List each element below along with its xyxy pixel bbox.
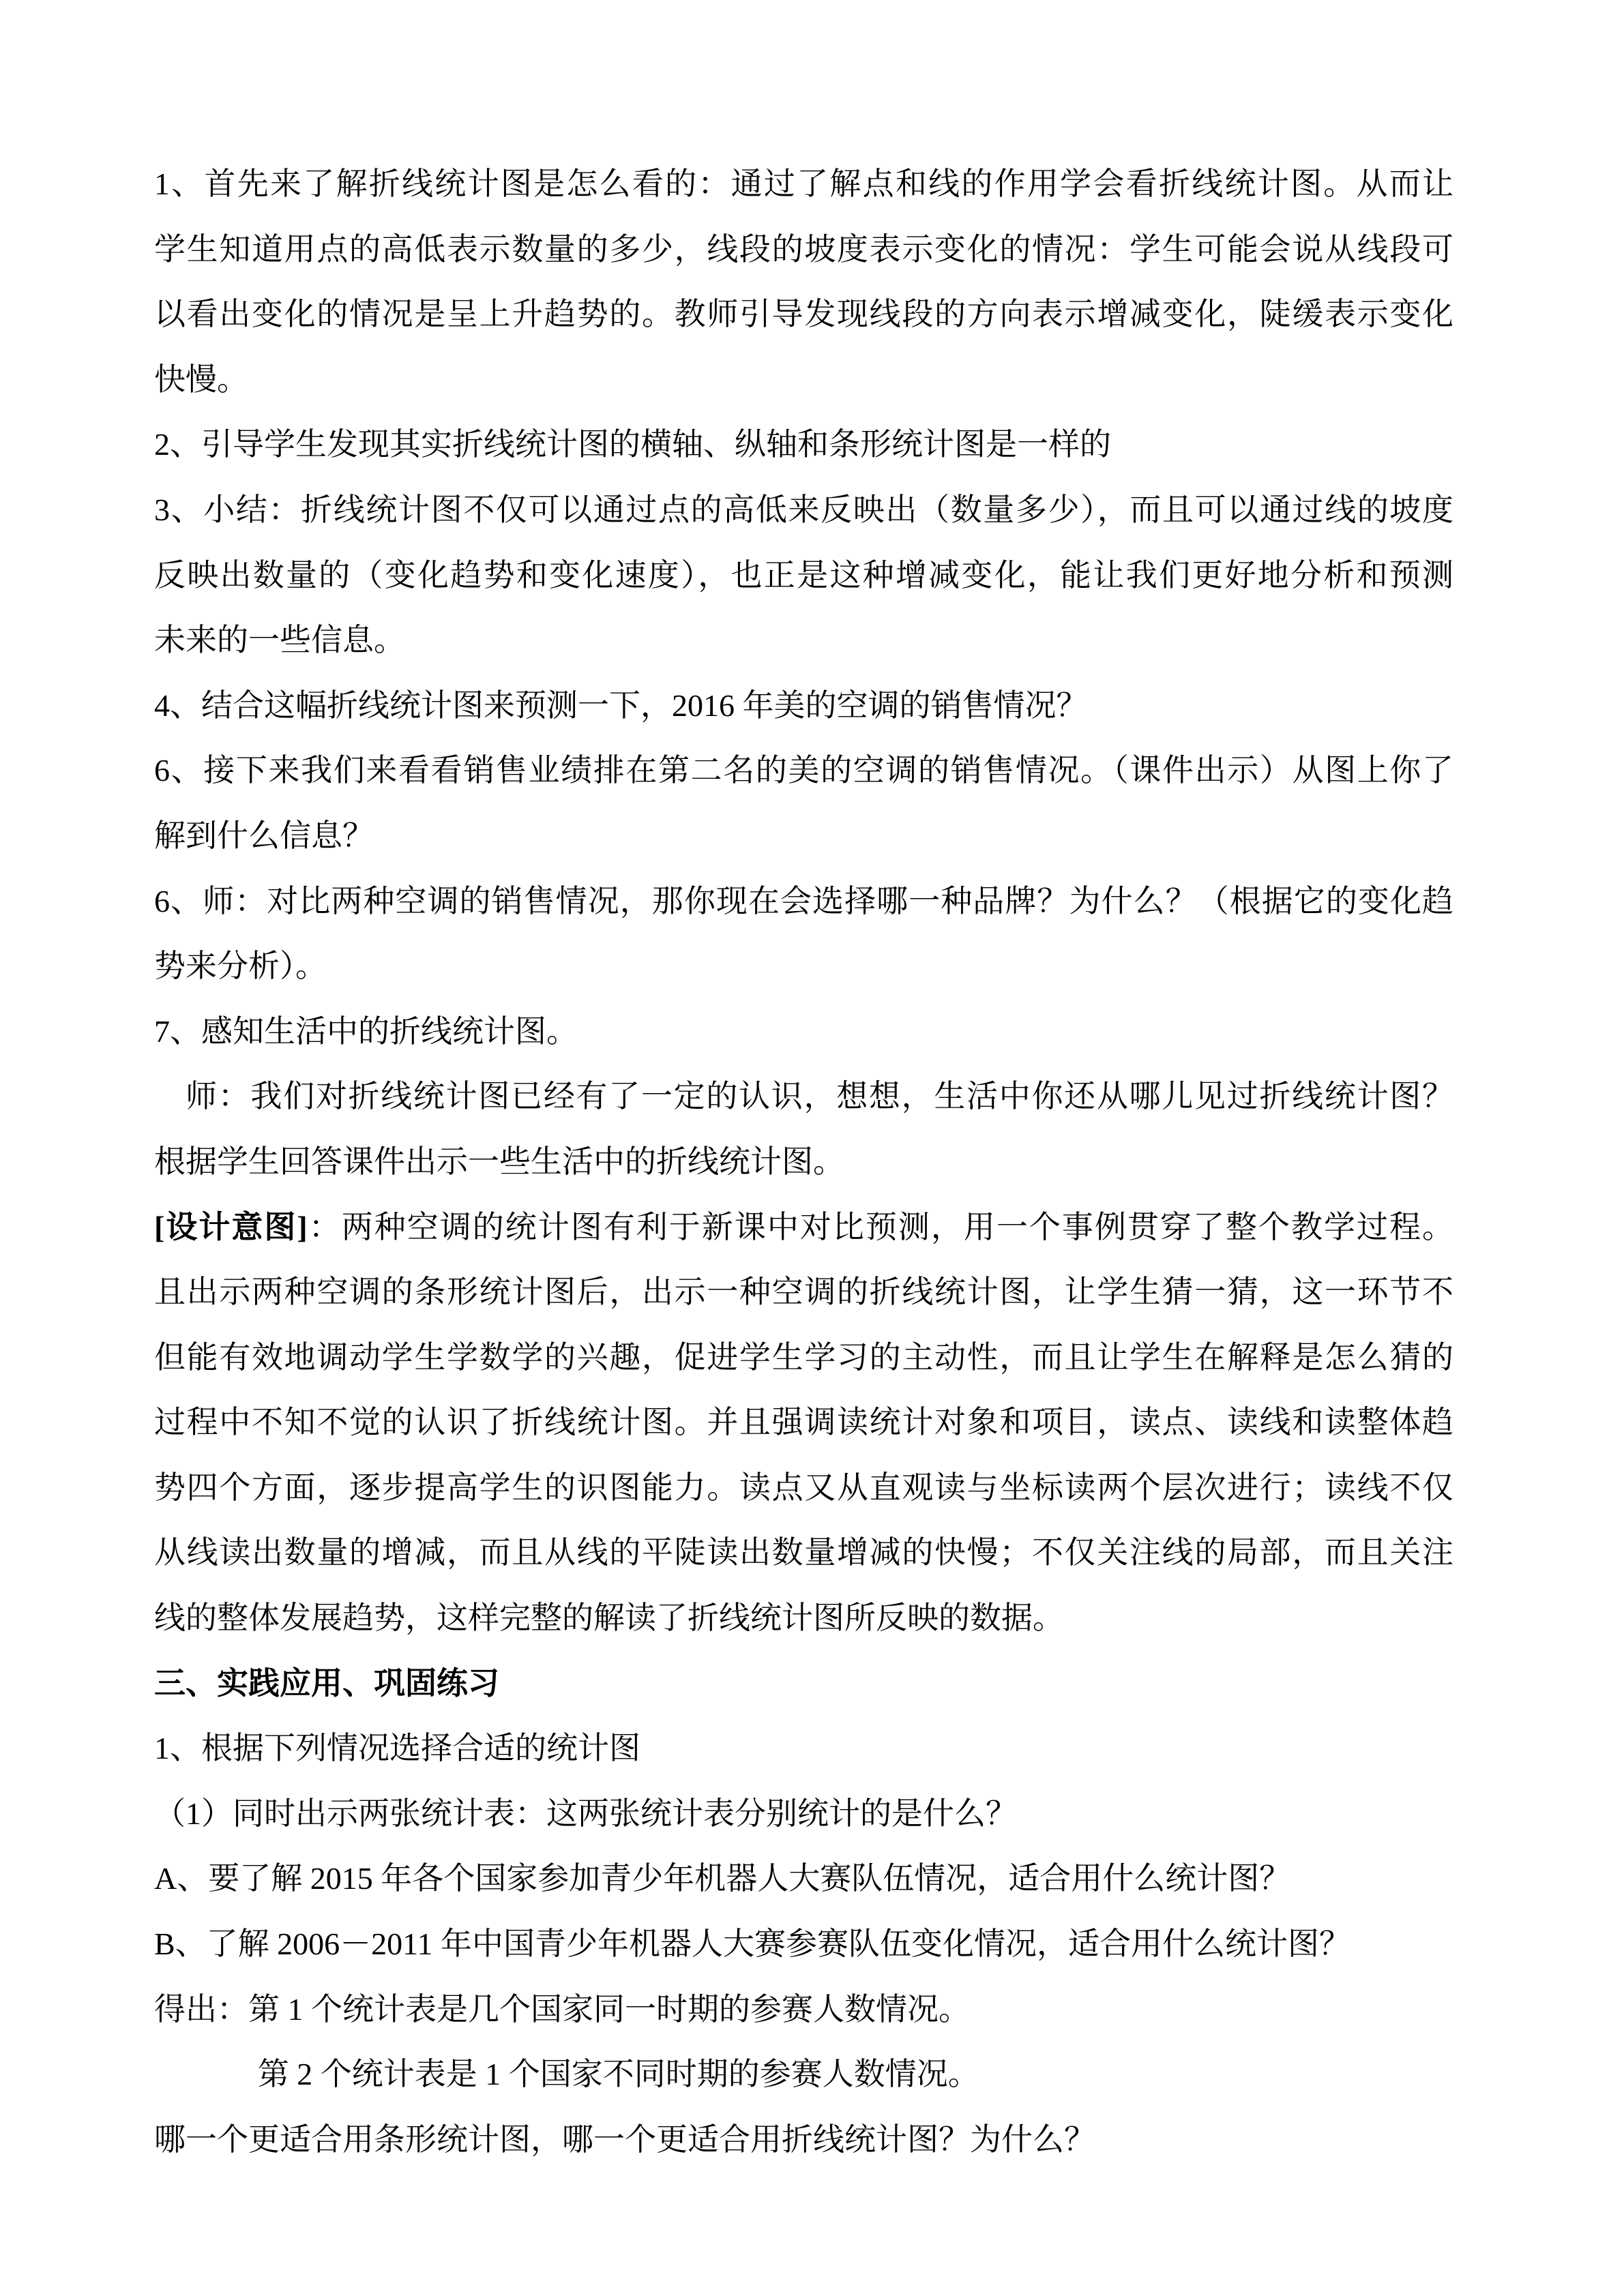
text-line: 反映出数量的（变化趋势和变化速度），也正是这种增减变化，能让我们更好地分析和预测: [154, 557, 1453, 593]
text-line: [设计意图]：两种空调的统计图有利于新课中对比预测，用一个事例贯穿了整个教学过程。: [154, 1209, 1454, 1244]
text-line: 6、师：对比两种空调的销售情况，那你现在会选择哪一种品牌？为什么？（根据它的变化趋: [154, 883, 1453, 919]
text-line: 2、引导学生发现其实折线统计图的横轴、纵轴和条形统计图是一样的: [154, 427, 1111, 462]
text-line: 3、小结：折线统计图不仅可以通过点的高低来反映出（数量多少），而且可以通过线的坡度: [154, 492, 1453, 527]
paragraph: [154, 1846, 1453, 1911]
text-line: 1、首先来了解折线统计图是怎么看的：通过了解点和线的作用学会看折线统计图。从而让: [154, 166, 1453, 201]
text-line: 1、根据下列情况选择合适的统计图: [154, 1731, 640, 1766]
text-line: 4、结合这幅折线统计图来预测一下，2016 年美的空调的销售情况？: [154, 687, 1088, 723]
text-line: 根据学生回答课件出示一些生活中的折线统计图。: [154, 1144, 844, 1179]
bold-run: [设计意图]: [154, 1209, 308, 1244]
text-line: 以看出变化的情况是呈上升趋势的。教师引导发现线段的方向表示增减变化，陡缓表示变化: [154, 297, 1453, 332]
paragraph: [154, 2107, 1453, 2173]
paragraph: [154, 1781, 1453, 1847]
text-line: 学生知道用点的高低表示数量的多少，线段的坡度表示变化的情况：学生可能会说从线段可: [154, 231, 1453, 267]
text-line: 势四个方面，逐步提高学生的识图能力。读点又从直观读与坐标读两个层次进行；读线不仅: [154, 1470, 1453, 1505]
document-content: [154, 151, 1453, 2172]
text-line: （1）同时出示两张统计表：这两张统计表分别统计的是什么？: [154, 1795, 1017, 1831]
text-line: 6、接下来我们来看看销售业绩排在第二名的美的空调的销售情况。（课件出示）从图上你了: [154, 753, 1453, 788]
text-line: 7、感知生活中的折线统计图。: [154, 1013, 578, 1049]
text-line: 师：我们对折线统计图已经有了一定的认识，想想，生活中你还从哪儿见过折线统计图？: [186, 1079, 1453, 1114]
paragraph: [154, 869, 1453, 999]
text-line: 但能有效地调动学生学数学的兴趣，促进学生学习的主动性，而且让学生在解释是怎么猜的: [154, 1339, 1453, 1375]
paragraph: [154, 673, 1453, 739]
paragraph: [154, 477, 1453, 673]
paragraph: [154, 738, 1453, 868]
text-line: A、要了解 2015 年各个国家参加青少年机器人大赛队伍情况，适合用什么统计图？: [154, 1861, 1291, 1896]
text-line: 未来的一些信息。: [154, 623, 405, 658]
text-line: 势来分析）。: [154, 949, 327, 984]
text-line: 且出示两种空调的条形统计图后，出示一种空调的折线统计图，让学生猜一猜，这一环节不: [154, 1274, 1453, 1310]
paragraph: [154, 999, 1453, 1064]
text-line: 快慢。: [154, 361, 248, 397]
paragraph: [154, 1977, 1453, 2107]
text-line: 三、实践应用、巩固练习: [154, 1665, 499, 1701]
text-line: 哪一个更适合用条形统计图，哪一个更适合用折线统计图？为什么？: [154, 2121, 1095, 2157]
text-line: 第 2 个统计表是 1 个国家不同时期的参赛人数情况。: [257, 2057, 979, 2092]
paragraph: [154, 1716, 1453, 1781]
paragraph: [154, 151, 1453, 412]
text-line: B、了解 2006－2011 年中国青少年机器人大赛参赛队伍变化情况，适合用什么统计图？: [154, 1926, 1350, 1962]
paragraph: [154, 1064, 1453, 1194]
paragraph: [154, 412, 1453, 477]
text-line: 过程中不知不觉的认识了折线统计图。并且强调读统计对象和项目，读点、读线和读整体趋: [154, 1405, 1453, 1440]
paragraph: [154, 1195, 1453, 1651]
text-line: 解到什么信息？: [154, 818, 374, 853]
text-line: 线的整体发展趋势，这样完整的解读了折线统计图所反映的数据。: [154, 1600, 1064, 1636]
paragraph: [154, 1651, 1453, 1716]
text-line: 得出：第 1 个统计表是几个国家同一时期的参赛人数情况。: [154, 1991, 970, 2027]
text-line: 从线读出数量的增减，而且从线的平陡读出数量增减的快慢；不仅关注线的局部，而且关注: [154, 1535, 1453, 1570]
paragraph: [154, 1911, 1453, 1977]
